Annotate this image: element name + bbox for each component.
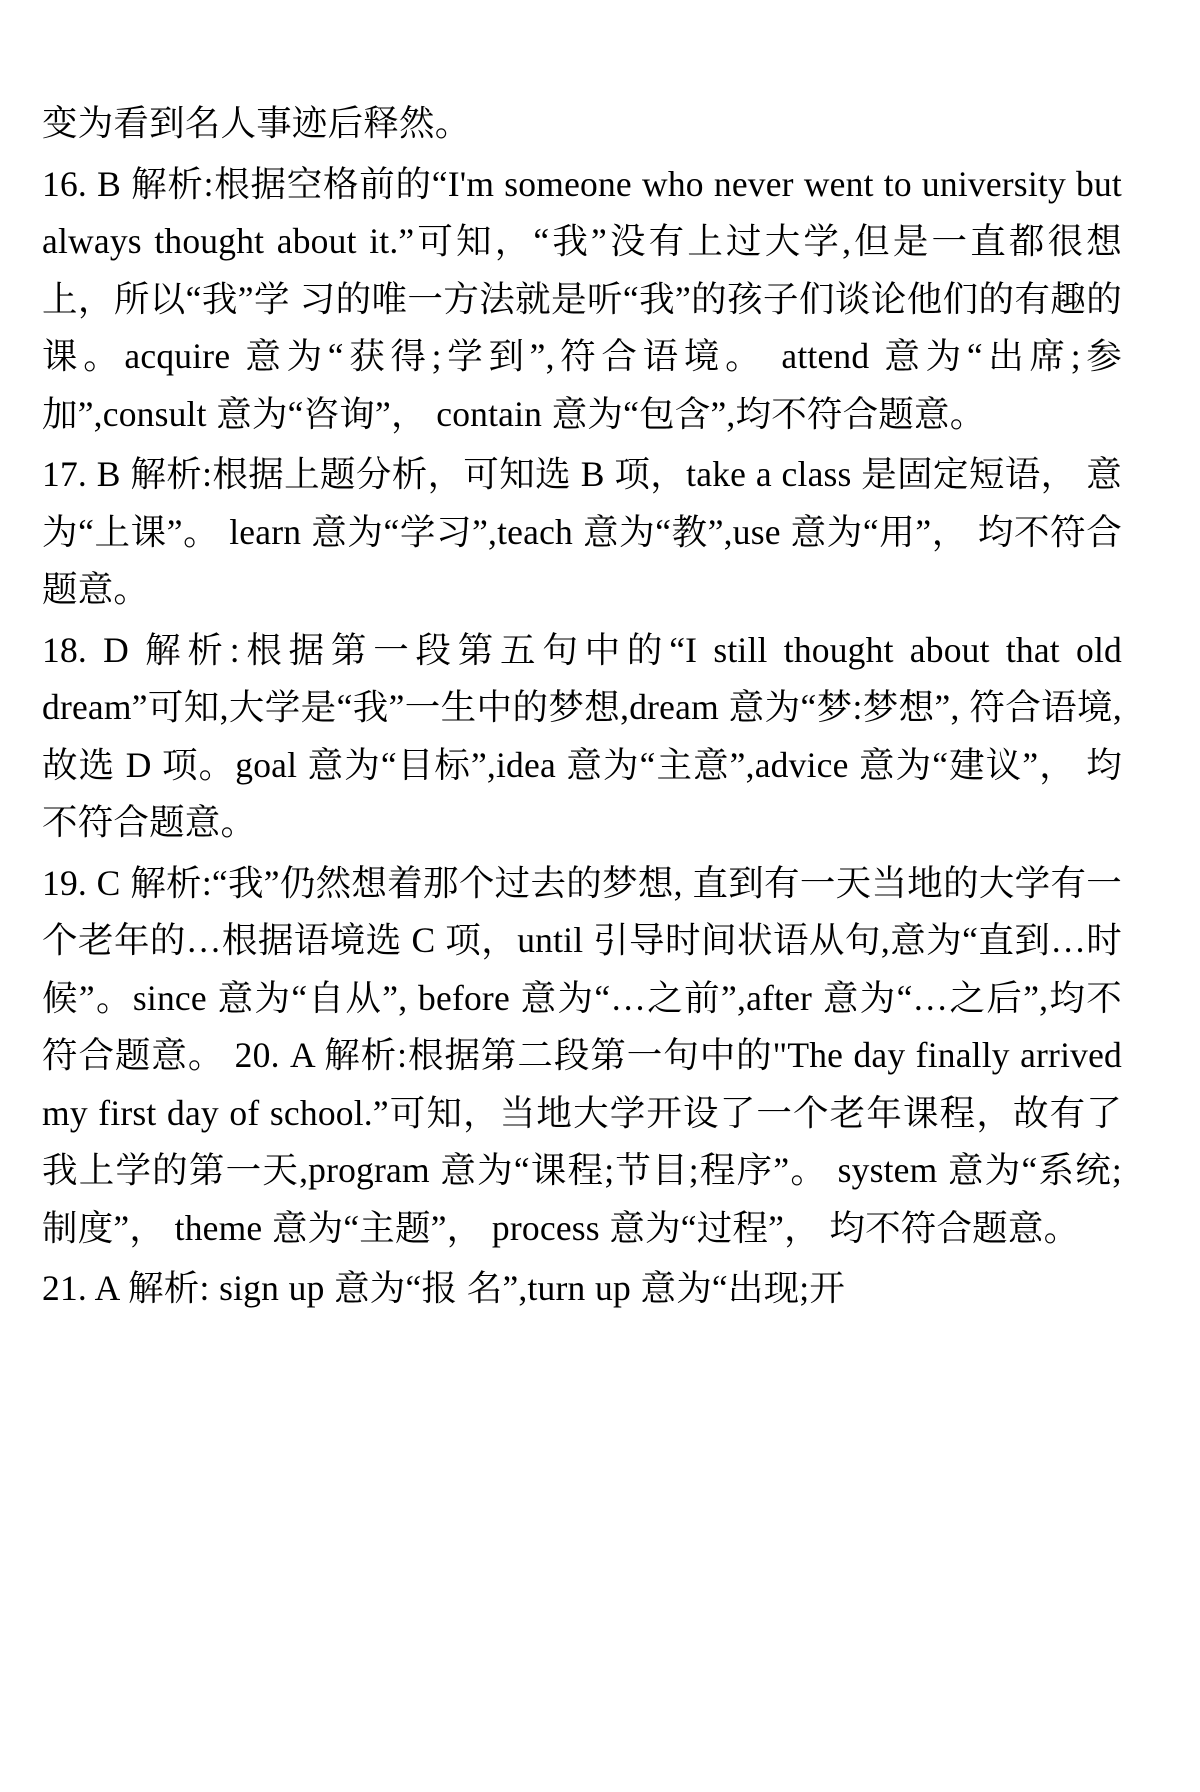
paragraph-item-18: 18. D 解析:根据第一段第五句中的“I still thought about that old dream”可知,大学是“我”一生中的梦想,dream 意为“梦:梦想”, 符合语境, 故选 D 项。goal 意为“目标”,idea 意为“主意”,advice 意为“建议”， 均不符合题意。 — [42, 629, 1122, 842]
paragraph-item-19-20: 19. C 解析:“我”仍然想着那个过去的梦想, 直到有一天当地的大学有一个老年的…根据语境选 C 项，until 引导时间状语从句,意为“直到…时候”。since 意为“自从”, before 意为“…之前”,after 意为“…之后”,均不符合题意。 20. A 解析:根据第二段第一句中的"The day finally arrived my first day of school.”可知，当地大学开设了一个老年课程，故有了我上学的第一天,program 意为“课程;节目;程序”。 system 意为“系统;制度”， theme 意为“主题”， process 意为“过程”， 均不符合题意。 — [42, 862, 1122, 1248]
paragraph-item-21: 21. A 解析: sign up 意为“报 名”,turn up 意为“出现;开 — [42, 1268, 846, 1308]
paragraph-item-16: 16. B 解析:根据空格前的“I'm someone who never went to university but always thought about it.”可知，“我”没有上过大学,但是一直都很想 上，所以“我”学 习的唯一方法就是听“我”的孩子们谈论他们的有趣的课。acquire 意为“获得;学到”,符合语境。 attend 意为“出席;参加”,consult 意为“咨询”， contain 意为“包含”,均不符合题意。 — [42, 163, 1122, 434]
paragraph-continuation: 变为看到名人事迹后释然。 — [42, 103, 471, 143]
document-text-body — [42, 95, 1122, 1318]
paragraph-item-17: 17. B 解析:根据上题分析，可知选 B 项，take a class 是固定短语， 意为“上课”。 learn 意为“学习”,teach 意为“教”,use 意为“用”， 均不符合题意。 — [42, 454, 1122, 609]
